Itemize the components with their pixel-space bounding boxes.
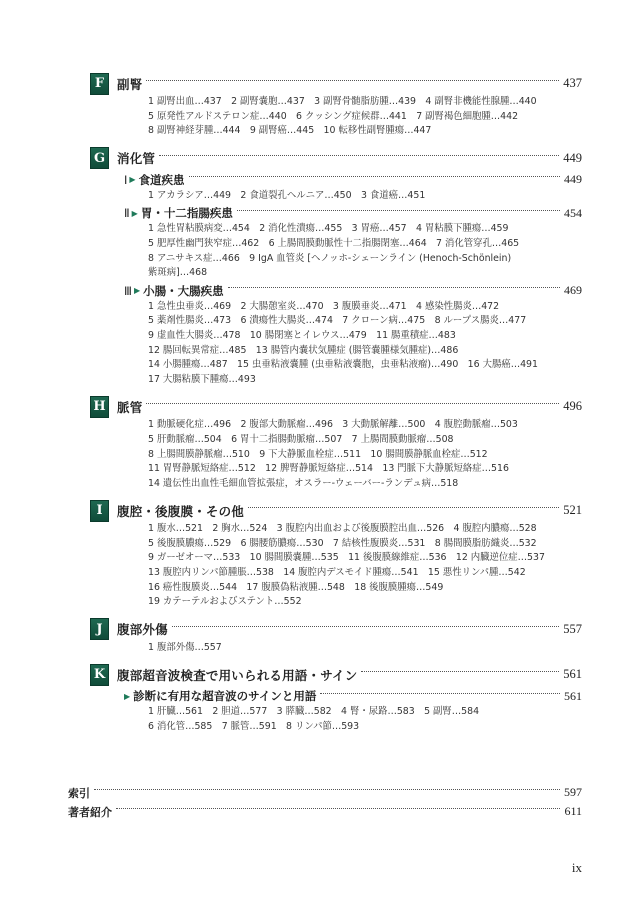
section-page-number: 437 bbox=[563, 76, 582, 90]
entry-lines bbox=[148, 95, 582, 139]
subsection-title: 小腸・大腸疾患 bbox=[143, 283, 224, 298]
entry-line: 12 腸回転異常症…485 13 腸管内嚢状気腫症 (腸管嚢腫様気腫症)…486 bbox=[148, 344, 459, 356]
entry-line: 1 動脈硬化症…496 2 腹部大動脈瘤…496 3 大動脈解離…500 4 腹腔動脈瘤…503 bbox=[148, 419, 518, 431]
section-header[interactable] bbox=[90, 663, 582, 686]
roman-numeral: Ⅱ bbox=[124, 208, 130, 221]
section-header[interactable] bbox=[90, 147, 582, 170]
entry-lines bbox=[148, 641, 582, 656]
entry-line: 8 副腎神経芽腫…444 9 副腎癌…445 10 転移性副腎腫瘍…447 bbox=[148, 125, 432, 137]
subsection-header[interactable] bbox=[124, 204, 582, 222]
roman-numeral: Ⅲ bbox=[124, 285, 132, 298]
entry-lines bbox=[148, 300, 582, 388]
entry-lines bbox=[148, 705, 582, 734]
subsection-header[interactable] bbox=[124, 171, 582, 189]
section-f bbox=[90, 72, 582, 139]
section-letter-badge: G bbox=[90, 147, 109, 169]
entry-line: 14 遺伝性出血性毛細血管拡張症，オスラー-ウェーバー-ランデュ病…518 bbox=[148, 477, 459, 489]
entry-line: 17 大腸粘膜下腫瘍…493 bbox=[148, 373, 256, 385]
page-folio: ix bbox=[571, 860, 582, 875]
dot-leader bbox=[146, 403, 559, 404]
entry-line: 9 虚血性大腸炎…478 10 腸閉塞とイレウス…479 11 腸重積症…483 bbox=[148, 329, 456, 341]
section-k bbox=[90, 663, 582, 734]
section-title: 消化管 bbox=[117, 151, 156, 167]
triangle-bullet-icon: ▶ bbox=[129, 175, 136, 185]
section-page-number: 561 bbox=[563, 667, 582, 682]
section-header[interactable] bbox=[90, 499, 582, 522]
subsection-stomach-duodenum bbox=[124, 204, 582, 280]
section-title: 副腎 bbox=[117, 76, 143, 92]
entry-line: 1 急性虫垂炎…469 2 大腸憩室炎…470 3 腹膜垂炎…471 4 感染性腸炎…472 bbox=[148, 300, 500, 312]
entry-line: 9 ガーゼオーマ…533 10 腸間膜嚢腫…535 11 後腹膜線維症…536 12 内臓逆位症…537 bbox=[148, 552, 545, 564]
section-letter-badge: I bbox=[90, 500, 109, 522]
entry-line: 1 腹水…521 2 胸水…524 3 腹腔内出血および後腹膜腔出血…526 4 腹腔内膿瘍…528 bbox=[148, 523, 537, 535]
entry-line: 16 癌性腹膜炎…544 17 腹膜偽粘液腫…548 18 後腹膜腫瘍…549 bbox=[148, 581, 444, 593]
subsection-intestine bbox=[124, 282, 582, 388]
back-matter-title: 著者紹介 bbox=[68, 805, 112, 819]
subsection-page-number: 469 bbox=[564, 283, 582, 298]
section-h bbox=[90, 395, 582, 491]
section-page-number: 521 bbox=[563, 503, 582, 518]
triangle-bullet-icon: ▶ bbox=[124, 691, 131, 701]
dot-leader bbox=[146, 80, 559, 81]
entry-line: 5 原発性アルドステロン症…440 6 クッシング症候群…441 7 副腎褐色細胞腫…442 bbox=[148, 110, 519, 122]
subsection-page-number: 449 bbox=[564, 172, 582, 187]
section-i bbox=[90, 499, 582, 610]
section-title: 腹部超音波検査で用いられる用語・サイン bbox=[117, 667, 358, 683]
roman-numeral: Ⅰ bbox=[124, 174, 128, 187]
section-page-number: 557 bbox=[563, 621, 582, 636]
subsection-title: 胃・十二指腸疾患 bbox=[140, 206, 233, 221]
section-letter-badge: K bbox=[90, 664, 109, 686]
back-matter bbox=[68, 783, 582, 821]
section-j bbox=[90, 618, 582, 656]
section-title: 脈管 bbox=[117, 399, 143, 415]
dot-leader bbox=[94, 789, 560, 790]
entry-lines bbox=[148, 522, 582, 610]
entry-line: 1 急性胃粘膜病変…454 2 消化性潰瘍…455 3 胃癌…457 4 胃粘膜下腫瘍…459 bbox=[148, 223, 509, 235]
section-header[interactable] bbox=[90, 72, 582, 95]
section-letter-badge: F bbox=[90, 73, 109, 95]
back-matter-title: 索引 bbox=[68, 786, 90, 800]
table-of-contents bbox=[90, 72, 582, 743]
dot-leader bbox=[248, 507, 559, 508]
entry-line: 8 アニサキス症…466 9 IgA 血管炎 [ヘノッホ-シェーンライン (Henoch-Schönlein) bbox=[148, 252, 512, 264]
subsection-header[interactable] bbox=[124, 687, 582, 705]
subsection-title: 食道疾患 bbox=[138, 172, 185, 187]
entry-line: 1 アカラシア…449 2 食道裂孔ヘルニア…450 3 食道癌…451 bbox=[148, 189, 426, 201]
entry-line: 6 消化管…585 7 脈管…591 8 リンパ節…593 bbox=[148, 721, 360, 733]
dot-leader bbox=[172, 626, 559, 627]
section-g bbox=[90, 147, 582, 388]
section-header[interactable] bbox=[90, 618, 582, 641]
dot-leader bbox=[361, 671, 559, 672]
entry-line: 1 副腎出血…437 2 副腎嚢胞…437 3 副腎骨髄脂肪腫…439 4 副腎非機能性腺腫…440 bbox=[148, 96, 537, 107]
dot-leader bbox=[189, 176, 560, 177]
triangle-bullet-icon: ▶ bbox=[131, 208, 138, 218]
entry-lines bbox=[148, 222, 582, 280]
entry-line: 19 カテーテルおよびステント…552 bbox=[148, 596, 302, 608]
entry-line: 11 胃腎静脈短絡症…512 12 脾腎静脈短絡症…514 13 門脈下大静脈短絡症…516 bbox=[148, 463, 509, 475]
subsection-esophagus bbox=[124, 171, 582, 204]
section-page-number: 496 bbox=[563, 399, 582, 414]
entry-lines bbox=[148, 189, 582, 204]
entry-line: 14 小腸腫瘍…487 15 虫垂粘液嚢腫 (虫垂粘液嚢胞，虫垂粘液瘤)…490 16 大腸癌…491 bbox=[148, 359, 538, 371]
subsection-us-signs bbox=[124, 687, 582, 734]
dot-leader bbox=[228, 287, 560, 288]
dot-leader bbox=[116, 808, 560, 809]
entry-line: 5 薬剤性腸炎…473 6 潰瘍性大腸炎…474 7 クローン病…475 8 ループス腸炎…477 bbox=[148, 315, 527, 327]
triangle-bullet-icon: ▶ bbox=[133, 286, 141, 296]
entry-line: 紫斑病]…468 bbox=[148, 267, 208, 279]
subsection-title: 診断に有用な超音波のサインと用語 bbox=[133, 689, 317, 704]
back-matter-authors[interactable] bbox=[68, 802, 582, 821]
entry-line: 5 肥厚性幽門狭窄症…462 6 上腸間膜動脈性十二指腸閉塞…464 7 消化管穿孔…465 bbox=[148, 237, 520, 249]
entry-line: 5 肝動脈瘤…504 6 胃十二指腸動脈瘤…507 7 上腸間膜動脈瘤…508 bbox=[148, 433, 454, 445]
section-title: 腹部外傷 bbox=[117, 622, 168, 638]
entry-lines bbox=[148, 418, 582, 491]
subsection-header[interactable] bbox=[124, 282, 582, 300]
entry-line: 1 腹部外傷…557 bbox=[148, 641, 222, 653]
section-page-number: 449 bbox=[563, 150, 582, 165]
entry-line: 1 肝臓…561 2 胆道…577 3 膵臓…582 4 腎・尿路…583 5 副腎…584 bbox=[148, 706, 480, 718]
back-matter-page-number: 611 bbox=[564, 804, 582, 818]
section-letter-badge: J bbox=[90, 618, 109, 640]
back-matter-index[interactable] bbox=[68, 783, 582, 802]
back-matter-page-number: 597 bbox=[564, 785, 582, 799]
dot-leader bbox=[320, 693, 560, 694]
subsection-page-number: 454 bbox=[564, 205, 582, 220]
dot-leader bbox=[159, 155, 559, 156]
section-header[interactable] bbox=[90, 395, 582, 418]
section-title: 腹腔・後腹膜・その他 bbox=[117, 503, 245, 519]
entry-line: 8 上腸間膜静脈瘤…510 9 下大静脈血栓症…511 10 腸間膜静脈血栓症…512 bbox=[148, 448, 488, 460]
subsection-page-number: 561 bbox=[564, 688, 582, 703]
entry-line: 13 腹腔内リンパ節腫脹…538 14 腹腔内デスモイド腫瘍…541 15 悪性リンパ腫…542 bbox=[148, 567, 526, 579]
section-letter-badge: H bbox=[90, 396, 109, 418]
dot-leader bbox=[237, 210, 560, 211]
entry-line: 5 後腹膜膿瘍…529 6 腸腰筋膿瘍…530 7 結核性腹膜炎…531 8 腸間膜脂肪織炎…532 bbox=[148, 537, 537, 549]
